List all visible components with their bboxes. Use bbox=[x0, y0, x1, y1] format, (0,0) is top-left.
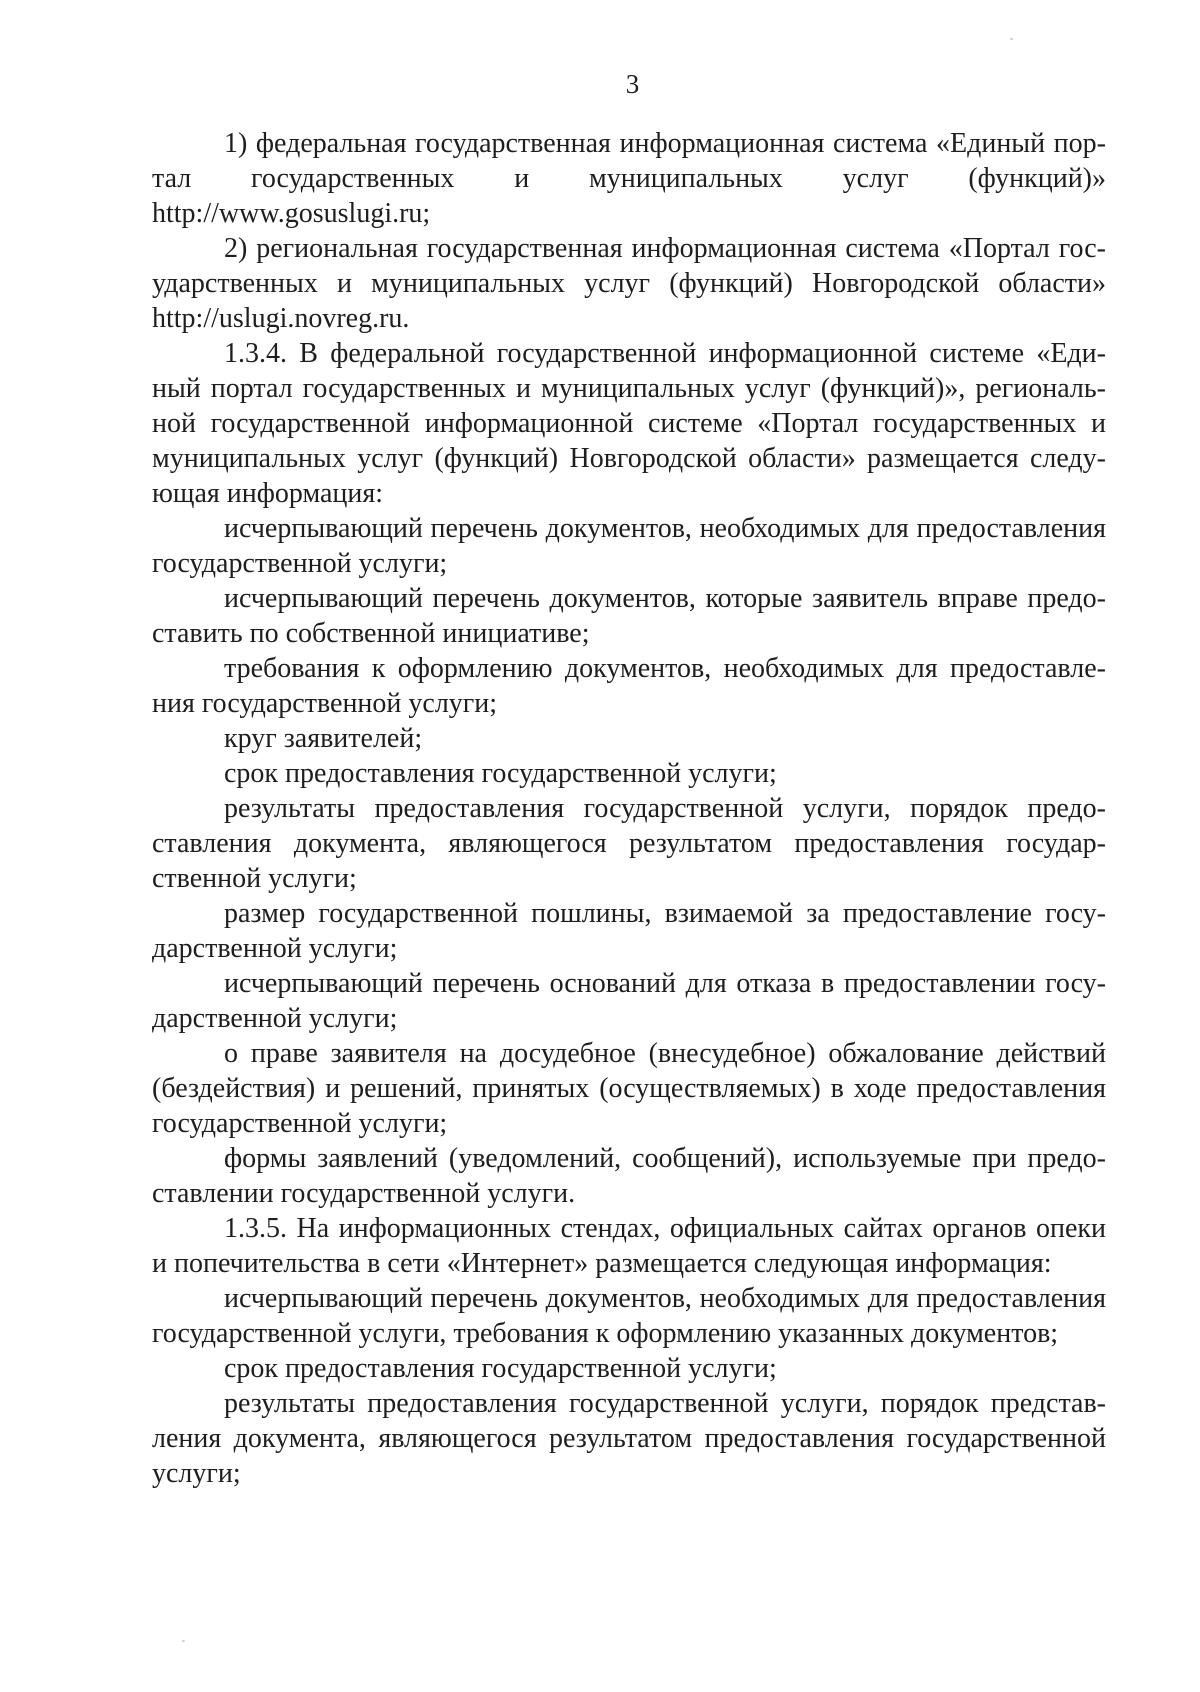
list-item-refusal-grounds: исчерпывающий перечень оснований для отказа в предоставлении государственной услуги; bbox=[152, 968, 1106, 1034]
paragraph-federal-portal: 1) федеральная государственная информационная система «Единый портал государственных и муниципальных услуг (функций)» http://www.gosuslugi.ru; bbox=[152, 128, 1106, 229]
list-item-own-initiative: исчерпывающий перечень документов, которые заявитель вправе предоставить по собственной инициативе; bbox=[152, 583, 1106, 649]
list-item-term-2: срок предоставления государственной услуги; bbox=[224, 1353, 777, 1384]
list-item-requirements: требования к оформлению документов, необходимых для предоставления государственной услуги; bbox=[152, 653, 1106, 719]
list-item-documents-requirements: исчерпывающий перечень документов, необходимых для предоставления государственной услуги, требования к оформлению указанных документов; bbox=[152, 1283, 1106, 1349]
paragraph-regional-portal: 2) региональная государственная информационная система «Портал государственных и муниципальных услуг (функций) Новгородской области» http://uslugi.novreg.ru. bbox=[152, 233, 1106, 334]
list-item-documents: исчерпывающий перечень документов, необходимых для предоставления государственной услуги; bbox=[152, 513, 1106, 579]
list-item-results: результаты предоставления государственной услуги, порядок предоставления документа, являющегося результатом предоставления государственной услуги; bbox=[152, 793, 1106, 894]
list-item-appeal-rights: о праве заявителя на досудебное (внесудебное) обжалование действий (бездействия) и решений, принятых (осуществляемых) в ходе предоставления государственной услуги; bbox=[152, 1038, 1106, 1139]
paragraph-1-3-5: 1.3.5. На информационных стендах, официальных сайтах органов опеки и попечительства в сети «Интернет» размещается следующая информация: bbox=[152, 1213, 1106, 1279]
list-item-results-2: результаты предоставления государственной услуги, порядок представления документа, являющегося результатом предоставления государственной услуги; bbox=[152, 1388, 1106, 1489]
page-number: 3 bbox=[625, 69, 640, 99]
document-body bbox=[152, 126, 1106, 1491]
list-item-fee: размер государственной пошлины, взимаемой за предоставление государственной услуги; bbox=[152, 898, 1106, 964]
list-item-forms: формы заявлений (уведомлений, сообщений), используемые при предоставлении государственной услуги. bbox=[152, 1143, 1106, 1209]
list-item-term: срок предоставления государственной услуги; bbox=[224, 758, 777, 789]
scan-speck bbox=[1010, 38, 1013, 40]
scan-speck bbox=[182, 1640, 185, 1642]
list-item-applicants: круг заявителей; bbox=[224, 723, 423, 754]
paragraph-1-3-4: 1.3.4. В федеральной государственной информационной системе «Единый портал государственных и муниципальных услуг (функций)», региональной государственной информационной системе «Портал государственных и муниципальных услуг (функций) Новгородской области» размещается следующая информация: bbox=[152, 338, 1106, 509]
